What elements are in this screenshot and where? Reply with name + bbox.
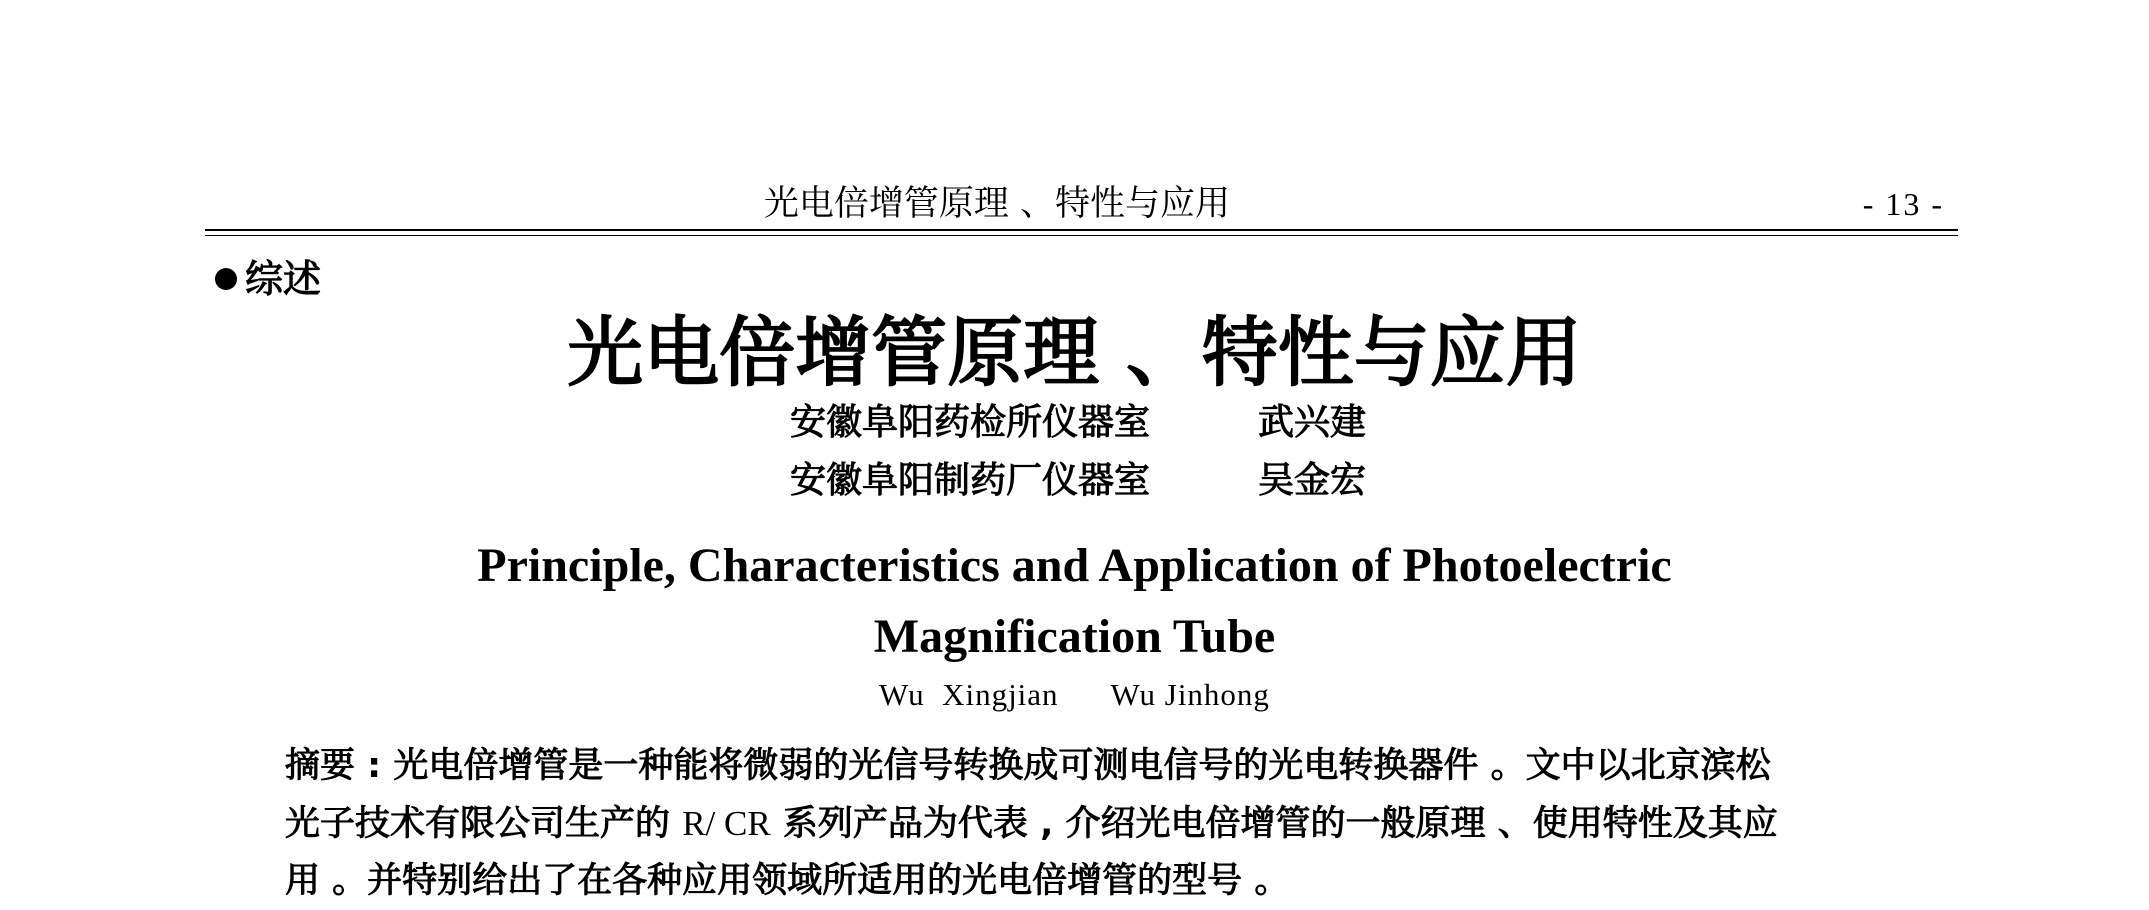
product-code: R/ CR — [682, 804, 771, 843]
abstract-text: 光电倍增管是一种能将微弱的光信号转换成可测电信号的光电转换器件 。文中以北京滨松 — [393, 746, 1771, 786]
running-header — [205, 178, 1958, 230]
abstract — [285, 738, 1885, 910]
affiliation-1 — [790, 400, 1366, 446]
authors-en: Wu Xingjian Wu Jinhong — [879, 677, 1270, 712]
section-tag-label: 综述 — [245, 257, 322, 301]
article-title-en-line2: Magnification Tube — [873, 610, 1276, 663]
abstract-text: 光子技术有限公司生产的 — [285, 804, 683, 844]
affiliation-org: 安徽阜阳药检所仪器室 — [790, 402, 1151, 443]
abstract-line-1 — [285, 738, 1885, 795]
abstract-text: 系列产品为代表 , 介绍光电倍增管的一般原理 、使用特性及其应 — [770, 804, 1778, 844]
article-title-en-line1: Principle, Characteristics and Application of Photoelectric — [477, 539, 1672, 592]
bullet-icon — [215, 268, 237, 290]
affiliation-2 — [790, 458, 1366, 504]
affiliation-org: 安徽阜阳制药厂仪器室 — [790, 460, 1151, 501]
affiliation-author: 武兴建 — [1258, 402, 1367, 443]
header-rule-thin — [205, 235, 1958, 236]
page-number: - 13 - — [1862, 186, 1944, 222]
running-title: 光电倍增管原理 、特性与应用 — [763, 184, 1231, 224]
section-tag — [215, 256, 321, 302]
article-title-zh: 光电倍增管原理 、特性与应用 — [567, 308, 1582, 397]
abstract-line-3: 用 。并特别给出了在各种应用领域所适用的光电倍增管的型号 。 — [285, 861, 1290, 901]
affiliation-author: 吴金宏 — [1258, 460, 1367, 501]
abstract-line-2 — [285, 795, 1885, 853]
header-rule-thick — [205, 229, 1958, 231]
abstract-label: 摘要 : — [285, 746, 382, 786]
